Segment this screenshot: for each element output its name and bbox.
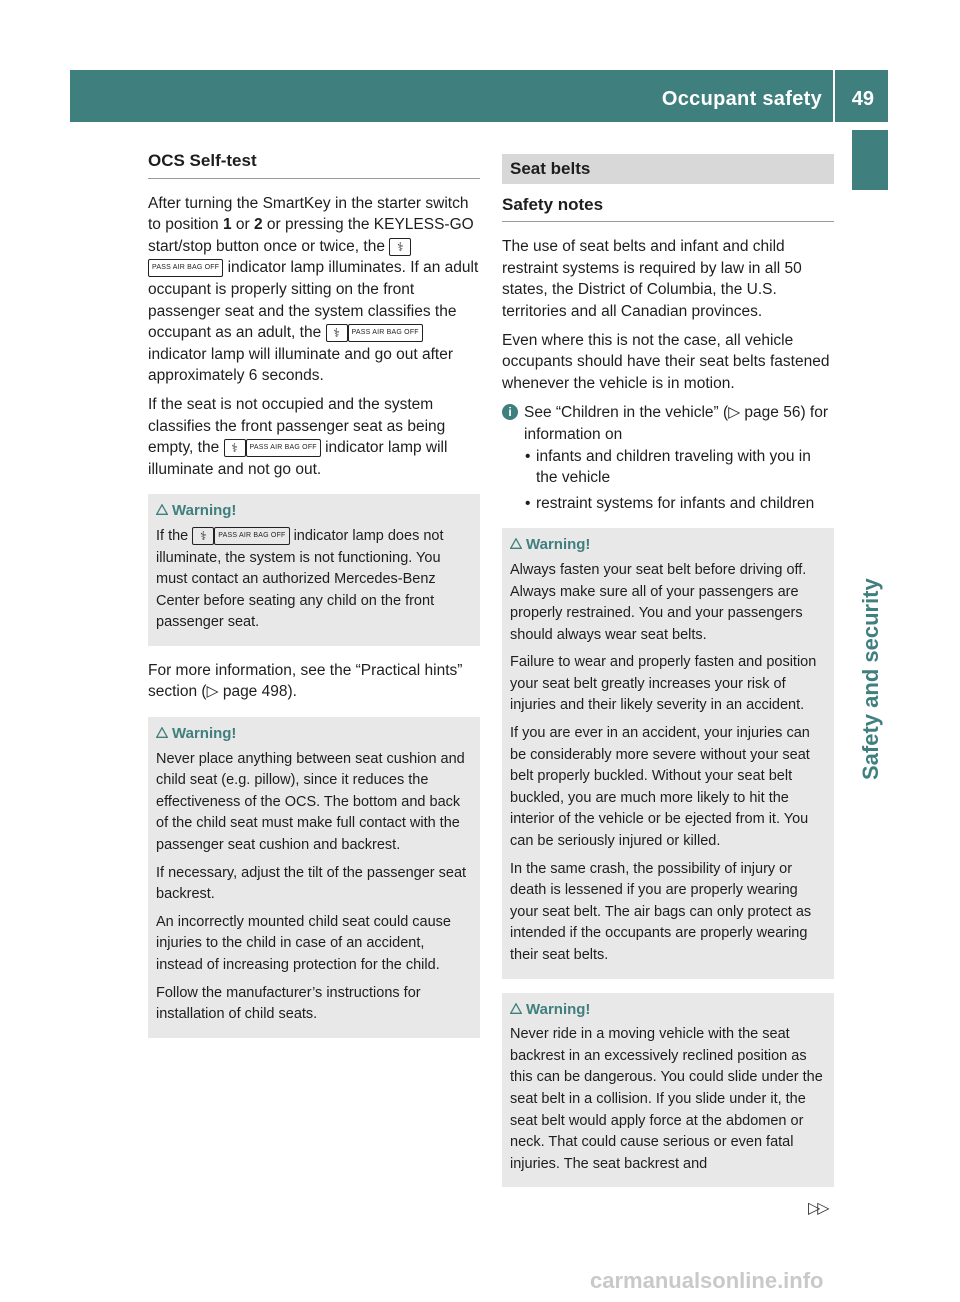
warning-text: In the same crash, the possibility of injury or death is lessened if you are properly wearing your seat belt. The air bags can only protect as intended if the occupants are properly wearing their seat belts. xyxy=(510,860,812,963)
section-heading: OCS Self-test xyxy=(148,150,480,179)
info-note: i See “Children in the vehicle” (▷ page 56) for information on • infants and children traveling with you in the vehicle • restraint systems for infants and children xyxy=(502,402,834,514)
warning-text: If the ⚕ PASS AIR BAG OFF indicator lamp does not illuminate, the system is not functioning. You must contact an authorized Mercedes-Benz Center before seating any child on the front passenger seat. xyxy=(156,527,444,631)
warning-title: Warning! xyxy=(510,999,826,1021)
bullet-list xyxy=(524,446,834,515)
page-number: 49 xyxy=(851,88,874,110)
pass-airbag-off-icon: PASS AIR BAG OFF xyxy=(214,527,289,545)
pass-airbag-off-icon: PASS AIR BAG OFF xyxy=(246,439,321,457)
paragraph: If the seat is not occupied and the system classifies the front passenger seat as being empty, the ⚕ PASS AIR BAG OFF indicator lamp will illuminate and not go out. xyxy=(148,395,448,478)
warning-title: Warning! xyxy=(156,500,472,522)
warning-box xyxy=(502,528,834,978)
warning-title: Warning! xyxy=(510,534,826,556)
warning-text: An incorrectly mounted child seat could cause injuries to the child in case of an accident, instead of increasing protection for the child. xyxy=(156,913,451,973)
list-item: • infants and children traveling with you in the vehicle xyxy=(536,446,834,489)
warning-text: Never place anything between seat cushion and child seat (e.g. pillow), since it reduces the effectiveness of the OCS. The bottom and back of the child seat must make full contact with the passenger seat cushion and backrest. xyxy=(156,750,465,854)
list-item: • restraint systems for infants and children xyxy=(536,493,834,515)
warning-triangle-icon xyxy=(156,504,168,515)
page-ref-arrow-icon: ▷ xyxy=(728,404,741,422)
right-column xyxy=(502,154,834,1201)
warning-box xyxy=(148,494,480,646)
page-ref-arrow-icon: ▷ xyxy=(206,683,219,701)
continue-arrows-icon: ▷▷ xyxy=(808,1200,827,1217)
warning-triangle-icon xyxy=(156,727,168,738)
section-title-box: Seat belts xyxy=(502,154,834,184)
warning-box xyxy=(502,993,834,1188)
pass-airbag-off-icon: PASS AIR BAG OFF xyxy=(348,324,423,342)
chapter-title: Occupant safety xyxy=(661,88,822,110)
warning-triangle-icon xyxy=(510,1003,522,1014)
paragraph: After turning the SmartKey in the starter switch to position 1 or 2 or pressing the KEYLESS-GO start/stop button once or twice, the ⚕PASS AIR BAG OFF indicator lamp illuminates. If an adult occupant is properly sitting on the front passenger seat and the system classifies the occupant as an adult, the ⚕ PASS AIR BAG OFF indicator lamp will illuminate and go out after approximately 6 seconds. xyxy=(148,194,479,385)
info-icon: i xyxy=(502,404,518,420)
side-tab-marker xyxy=(852,130,888,190)
warning-text: Never ride in a moving vehicle with the seat backrest in an excessively reclined position as this can be dangerous. You could slide under the seat belt in a collision. If you slide under it, the seat belt would apply force at the abdomen or neck. That could cause serious or even fatal injuries. The seat backrest and xyxy=(510,1026,823,1172)
warning-text: Always fasten your seat belt before driving off. Always make sure all of your passengers are properly restrained. You and your passengers should always wear seat belts. xyxy=(510,561,807,643)
side-tab-label: Safety and security xyxy=(858,578,883,780)
side-tab xyxy=(852,200,888,840)
child-seat-icon: ⚕ xyxy=(192,527,214,545)
child-seat-icon: ⚕ xyxy=(389,238,411,256)
warning-title: Warning! xyxy=(156,723,472,745)
warning-text: Failure to wear and properly fasten and position your seat belt greatly increases your risk of injuries and their likely severity in an accident. xyxy=(510,654,817,714)
paragraph: Even where this is not the case, all vehicle occupants should have their seat belts fastened whenever the vehicle is in motion. xyxy=(502,331,830,392)
header-divider xyxy=(833,70,835,122)
left-column xyxy=(148,150,480,1052)
child-seat-icon: ⚕ xyxy=(224,439,246,457)
paragraph: The use of seat belts and infant and child restraint systems is required by law in all 50 states, the District of Columbia, the U.S. territories and all Canadian provinces. xyxy=(502,238,802,320)
subsection-heading: Safety notes xyxy=(502,194,834,223)
pass-airbag-off-icon: PASS AIR BAG OFF xyxy=(148,259,223,277)
warning-box xyxy=(148,717,480,1038)
warning-text: Follow the manufacturer’s instructions for installation of child seats. xyxy=(156,984,421,1023)
page-header xyxy=(70,70,888,122)
child-seat-icon: ⚕ xyxy=(326,324,348,342)
watermark: carmanualsonline.info xyxy=(590,1268,824,1293)
warning-text: If necessary, adjust the tilt of the passenger seat backrest. xyxy=(156,864,467,903)
paragraph: For more information, see the “Practical hints” section (▷ page 498). xyxy=(148,661,463,701)
warning-triangle-icon xyxy=(510,538,522,549)
warning-text: If you are ever in an accident, your injuries can be considerably more severe without your seat belt properly buckled. Without your seat belt buckled, you are much more likely to hit the interior of the vehicle or be ejected from it. You can be seriously injured or killed. xyxy=(510,725,810,850)
